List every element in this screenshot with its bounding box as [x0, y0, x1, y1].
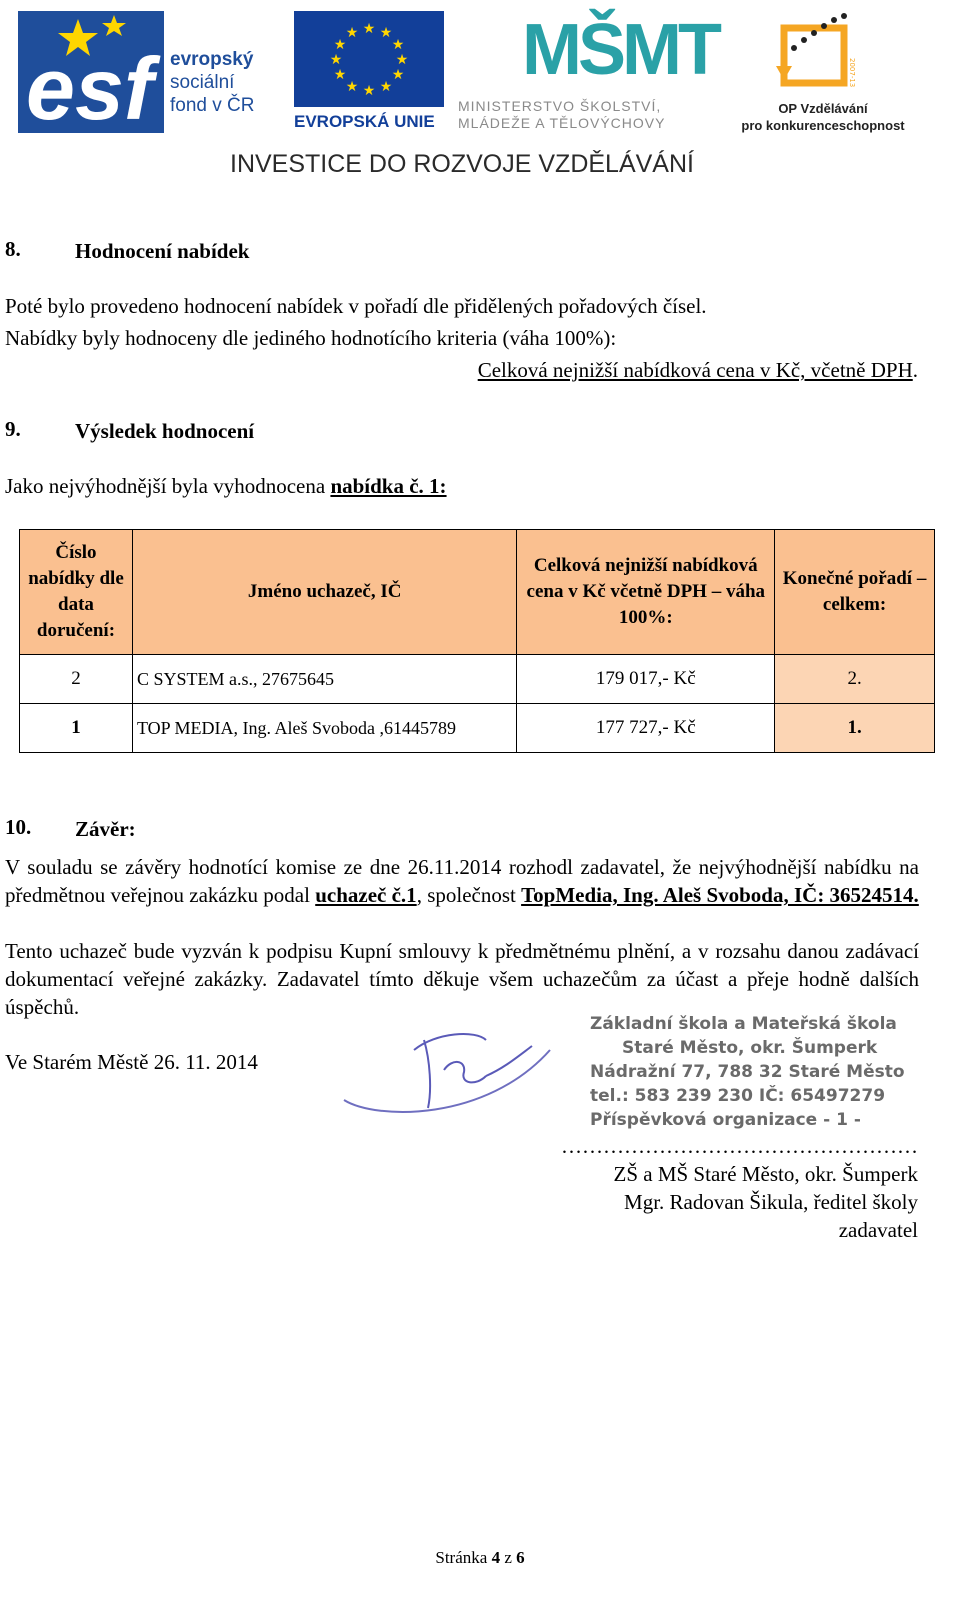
svg-text:2007-13: 2007-13	[848, 58, 856, 88]
handwritten-signature	[336, 1010, 556, 1128]
op-logo	[738, 8, 918, 138]
total-pages: 6	[516, 1548, 525, 1567]
header-price: Celková nejnižší nabídková cena v Kč včetně DPH – váha 100%:	[517, 530, 775, 655]
svg-text:★: ★	[362, 83, 376, 99]
svg-text:★: ★	[362, 21, 376, 37]
section8-title: Hodnocení nabídek	[75, 239, 250, 263]
place-date: Ve Starém Městě 26. 11. 2014	[5, 1050, 258, 1074]
offer-price: 177 727,- Kč	[517, 704, 775, 753]
svg-text:esf: esf	[26, 39, 154, 133]
signer-role: zadavatel	[838, 1218, 918, 1242]
esf-logo-icon	[18, 11, 164, 133]
table-row	[20, 704, 935, 753]
svg-text:★: ★	[333, 67, 347, 83]
section8-criterion: Celková nejnižší nabídková cena v Kč, včetně DPH.	[477, 358, 918, 382]
eu-logo	[294, 8, 448, 138]
section9-title: Výsledek hodnocení	[75, 419, 255, 443]
bidder-name: C SYSTEM a.s., 27675645	[132, 655, 516, 704]
section10-number: 10.	[5, 815, 32, 839]
winner-offer: nabídka č. 1:	[330, 474, 447, 498]
msmt-mark: MŠMT	[522, 10, 718, 90]
svg-text:★: ★	[391, 37, 405, 53]
esf-logo	[18, 8, 280, 136]
svg-text:★: ★	[395, 52, 409, 68]
svg-text:★: ★	[333, 37, 347, 53]
svg-text:★: ★	[345, 79, 359, 95]
signature-dots: ……………………………………………	[561, 1134, 918, 1158]
header-tagline: INVESTICE DO ROZVOJE VZDĚLÁVÁNÍ	[230, 150, 694, 178]
section9-intro: Jako nejvýhodnější byla vyhodnocena nabídka č. 1:	[5, 474, 447, 498]
op-logo-text: OP Vzdělávání pro konkurenceschopnost	[741, 101, 905, 133]
eu-logo-text: EVROPSKÁ UNIE	[294, 112, 435, 131]
table-header-row	[20, 530, 935, 655]
signature-block	[561, 1132, 918, 1244]
section9-number: 9.	[5, 417, 21, 441]
offer-number: 2	[20, 655, 133, 704]
page-footer: Stránka 4 z 6	[435, 1548, 525, 1567]
esf-logo-text: evropský sociální fond v ČR	[170, 49, 255, 116]
svg-text:★: ★	[329, 52, 343, 68]
offer-rank: 1.	[775, 704, 935, 753]
header-rank: Konečné pořadí – celkem:	[775, 530, 935, 655]
svg-text:★: ★	[345, 25, 359, 41]
msmt-logo-text: MINISTERSTVO ŠKOLSTVÍ, MLÁDEŽE A TĚLOVÝCHOVY	[458, 98, 666, 131]
school-stamp: Základní škola a Mateřská škola Staré Město, okr. Šumperk Nádražní 77, 788 32 Staré Město tel.: 583 239 230 IČ: 65497279 Příspěvková organizace - 1 -	[590, 1014, 905, 1130]
eu-flag-icon	[294, 11, 444, 107]
signer-name: Mgr. Radovan Šikula, ředitel školy	[624, 1190, 918, 1214]
section10-title: Závěr:	[75, 817, 136, 841]
section8-line1: Poté bylo provedeno hodnocení nabídek v pořadí dle přidělených pořadových čísel.	[5, 294, 707, 318]
op-logo-icon	[764, 8, 864, 98]
offer-price: 179 017,- Kč	[517, 655, 775, 704]
criterion-text: Celková nejnižší nabídková cena v Kč, včetně DPH	[477, 358, 913, 382]
table-row	[20, 655, 935, 704]
offer-number: 1	[20, 704, 133, 753]
svg-text:★: ★	[379, 25, 393, 41]
header-bidder: Jméno uchazeč, IČ	[132, 530, 516, 655]
section8-number: 8.	[5, 237, 21, 261]
results-table	[19, 529, 935, 753]
svg-text:★: ★	[391, 67, 405, 83]
offer-rank: 2.	[775, 655, 935, 704]
signer-organization: ZŠ a MŠ Staré Město, okr. Šumperk	[613, 1162, 918, 1186]
section10-paragraph2: Tento uchazeč bude vyzván k podpisu Kupní smlouvy k předmětnému plnění, a v rozsahu danou zadávací dokumentací veřejné zakázky. Zadavatel tímto děkuje všem uchazečům za účast a přeje hodně dalších úspěchů.	[5, 939, 919, 1019]
header-offer-number: Číslo nabídky dle data doručení:	[20, 530, 133, 655]
winner-bidder-ref: uchazeč č.1	[315, 883, 417, 907]
bidder-name: TOP MEDIA, Ing. Aleš Svoboda ,61445789	[132, 704, 516, 753]
svg-text:★: ★	[379, 79, 393, 95]
current-page: 4	[491, 1548, 501, 1567]
header-logos	[0, 0, 960, 200]
winner-company: TopMedia, Ing. Aleš Svoboda, IČ: 36524514.	[521, 883, 919, 907]
section10-paragraph1: V souladu se závěry hodnotící komise ze dne 26.11.2014 rozhodl zadavatel, že nejvýhodnější nabídku na předmětnou veřejnou zakázku podal uchazeč č.1, společnost TopMedia, Ing. Aleš Svoboda, IČ: 36524514.	[5, 855, 919, 907]
msmt-logo	[458, 8, 728, 138]
section8-line2: Nabídky byly hodnoceny dle jediného hodnotícího kriteria (váha 100%):	[5, 326, 617, 350]
